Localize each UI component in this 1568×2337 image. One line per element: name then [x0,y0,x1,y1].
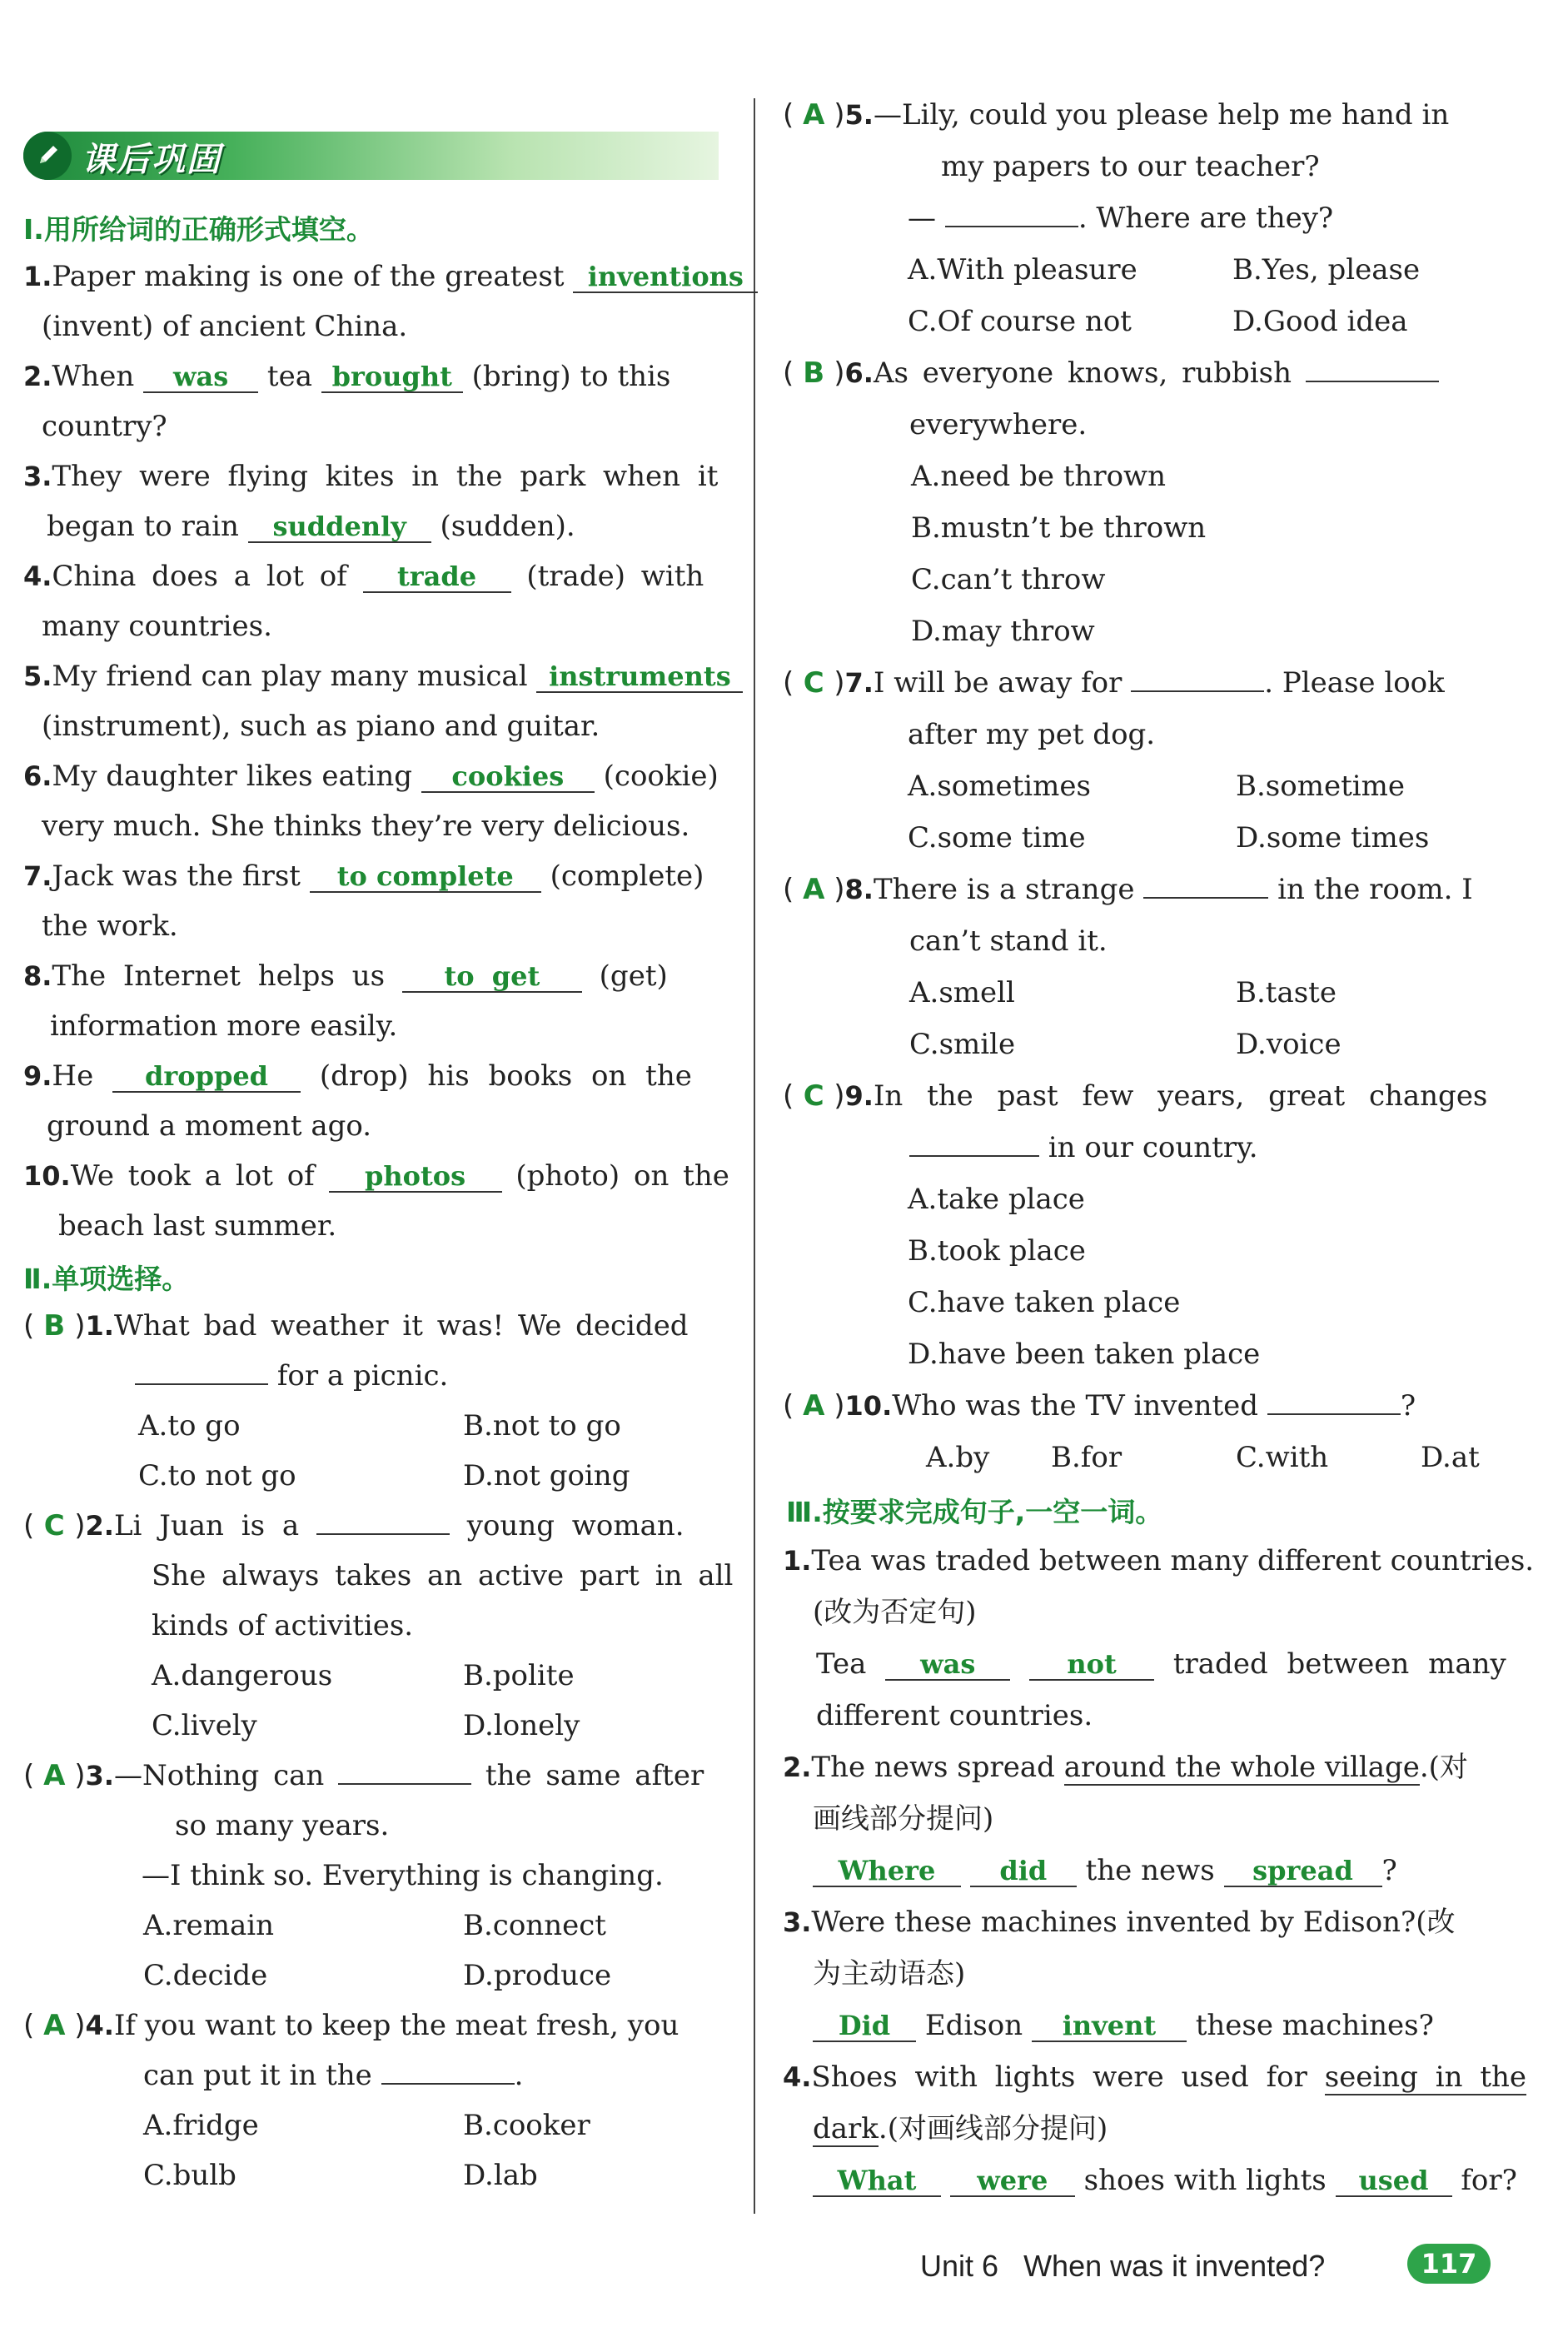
p3-item-4: 4.Shoes with lights were used for seeing in the [783,2060,1526,2094]
p2-question-9: ( C )9.In the past few years, great changes [783,1079,1488,1113]
p3-item-1: 1.Tea was traded between many different countries. [783,1544,1535,1577]
p2-question-2: ( C )2.Li Juan is a young woman. [23,1509,684,1542]
p1-item-6: 6.My daughter likes eating cookies (cookie) [23,760,719,793]
p1-item-10: 10.We took a lot of photos (photo) on the [23,1159,729,1193]
p1-item-2: 2.When was tea brought (bring) to this [23,360,671,393]
p1-item-4: 4.China does a lot of trade (trade) with [23,560,704,593]
page-footer: Unit 6 When was it invented? [920,2249,1326,2283]
p3-item-3: 3.Were these machines invented by Edison?(改 [783,1906,1456,1939]
p2-question-5: ( A )5.—Lily, could you please help me hand in [783,98,1450,132]
part1-heading: Ⅰ.用所给词的正确形式填空。 [23,213,374,246]
pencil-icon [23,132,72,180]
section-title: 课后巩固 [82,141,222,179]
p2-question-3: ( A )3.—Nothing can the same after [23,1759,704,1792]
p3-item-2: 2.The news spread around the whole village.(对 [783,1751,1468,1784]
p2-question-10: ( A )10.Who was the TV invented ? [783,1389,1416,1423]
column-divider [754,98,755,2214]
p2-question-1: ( B )1.What bad weather it was! We decided [23,1309,689,1343]
p1-item-3: 3.They were flying kites in the park when it [23,460,719,493]
section-banner [23,132,719,180]
part3-heading: Ⅲ.按要求完成句子,一空一词。 [786,1496,1163,1528]
p1-item-7: 7.Jack was the first to complete (complete) [23,860,704,893]
p2-question-7: ( C )7.I will be away for . Please look [783,666,1445,700]
p2-question-6: ( B )6.As everyone knows, rubbish [783,356,1439,390]
page-number: 117 [1407,2244,1491,2284]
part2-heading: Ⅱ.单项选择。 [23,1263,190,1295]
p1-item-5: 5.My friend can play many musical instruments [23,660,743,693]
p2-question-4: ( A )4.If you want to keep the meat fresh, you [23,2009,679,2042]
workbook-page: 课后巩固 Ⅰ.用所给词的正确形式填空。 1.Paper making is one of the greatest inventions (invent) of ancient China. 2.When was tea brought (bring) to this country? 3.They were flying kites in the park when it began to rain suddenly (sudden). 4.China does a lot of trade (trade) with many countries. 5.My friend can play many musical instruments (instrument), such as piano and guitar. 6.My daughter likes eating cookies (cookie) very much. She thinks they’re very delicious. 7.Jack was the first to complete (complete) the work. 8.The Internet helps us to get (get) information more easily. 9.He dropped (drop) his books on the ground a moment ago. 10.We took a lot of photos (photo) on the beach last summer. Ⅱ.单项选择。 ( B )1.What bad weather it was! We decided for a picnic. A.to go B.not to go C.to not go D.not going ( C )2.Li Juan is a young woman. She always takes an active part in all kinds of activities. A.dangerous B.polite C.lively D.lonely ( A )3.—Nothing can the same after so many years. —I think so. Everything is changing. A.remain B.connect C.decide D.produce ( A )4.If you want to keep the meat fresh, you can put it in the . A.fridge B.cooker C.bulb D.lab ( A )5.—Lily, could you please help me hand in my papers to our teacher? — . Where are they? A.With pleasure B.Yes, please C.Of course not D.Good idea ( B )6.As everyone knows, rubbish everywhere. A.need be thrown B.mustn’t be thrown C.can’t throw D.may throw ( C )7.I will be away for . Please look after my pet dog. A.sometimes B.sometime C.some time D.some times ( A )8.There is a strange in the room. I can’t stand it. A.smell B.taste C.smile D.voice ( C )9.In the past few years, great changes in our country. A.take place B.took place C.have taken place D.have been taken place ( A )10.Who was the TV invented ? A.by B.for C.with D.at Ⅲ.按要求完成句子,一空一词。 1.Tea was traded between many different countries. (改为否定句) Tea was not traded between many different countries. 2.The news spread around the whole village.(对 画线部分提问) Where did the news spread ? 3.Were these machines invented by Edison?(改 为主动语态) Did Edison invent these machines? 4.Shoes with lights were used for seeing in the dark.(对画线部分提问) What were shoes with lights used for? Unit 6 When was it invented? 117 [23,98,1535,2283]
p1-item-1: 1.Paper making is one of the greatest inventions [23,260,758,293]
p1-item-8: 8.The Internet helps us to get (get) [23,959,668,993]
p1-item-9: 9.He dropped (drop) his books on the [23,1059,692,1093]
p2-question-8: ( A )8.There is a strange in the room. I [783,873,1473,906]
